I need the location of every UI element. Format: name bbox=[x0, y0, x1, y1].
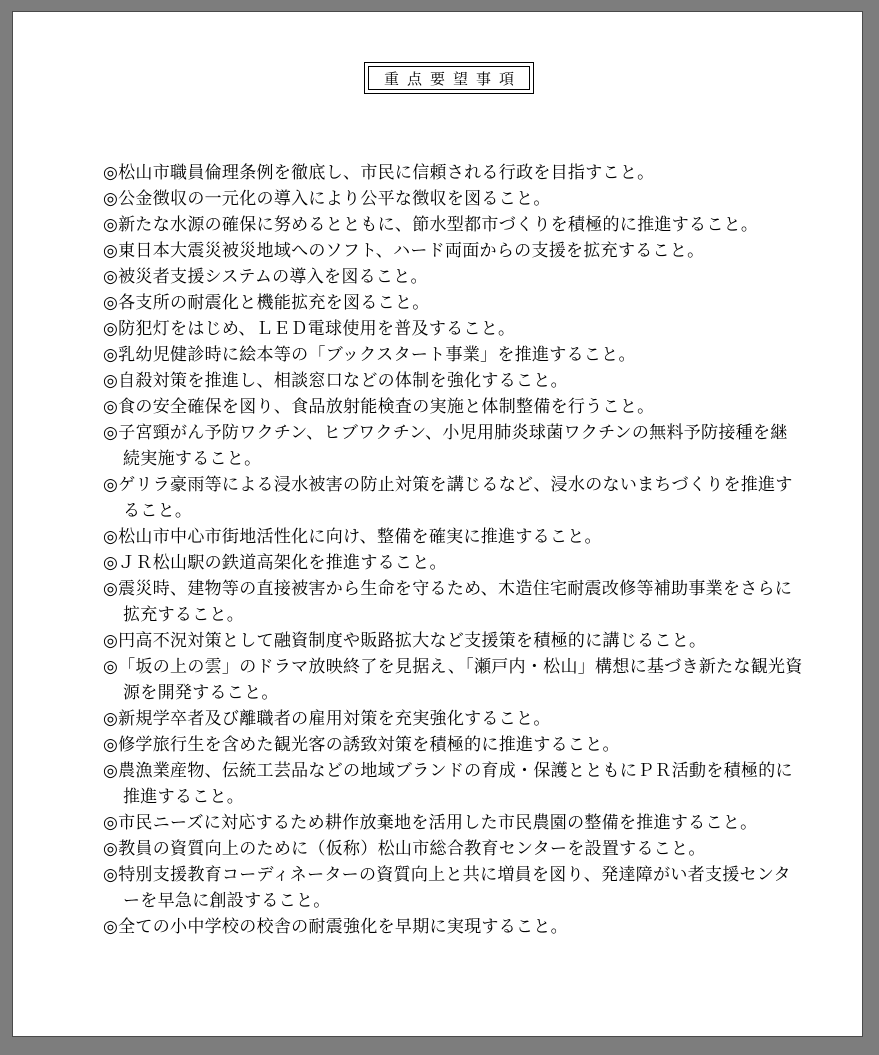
list-item: ◎特別支援教育コーディネーターの資質向上と共に増員を図り、発達障がい者支援センターを早急に創設すること。 bbox=[103, 865, 791, 911]
list-item: ◎修学旅行生を含めた観光客の誘致対策を積極的に推進すること。 bbox=[103, 735, 620, 755]
list-item: ◎自殺対策を推進し、相談窓口などの体制を強化すること。 bbox=[103, 371, 568, 391]
list-item: ◎松山市中心市街地活性化に向け、整備を確実に推進すること。 bbox=[103, 527, 602, 547]
request-list bbox=[103, 160, 803, 940]
list-item: ◎ＪＲ松山駅の鉄道高架化を推進すること。 bbox=[103, 553, 447, 573]
list-item: ◎乳幼児健診時に絵本等の「ブックスタート事業」を推進すること。 bbox=[103, 345, 636, 365]
list-item: ◎子宮頸がん予防ワクチン、ヒブワクチン、小児用肺炎球菌ワクチンの無料予防接種を継続実施すること。 bbox=[103, 423, 788, 469]
list-item: ◎震災時、建物等の直接被害から生命を守るため、木造住宅耐震改修等補助事業をさらに拡充すること。 bbox=[103, 579, 793, 625]
list-item: ◎新たな水源の確保に努めるとともに、節水型都市づくりを積極的に推進すること。 bbox=[103, 215, 759, 235]
list-item: ◎新規学卒者及び離職者の雇用対策を充実強化すること。 bbox=[103, 709, 551, 729]
document-page bbox=[13, 12, 862, 1036]
list-item: ◎各支所の耐震化と機能拡充を図ること。 bbox=[103, 293, 430, 313]
list-item: ◎教員の資質向上のために（仮称）松山市総合教育センターを設置すること。 bbox=[103, 839, 706, 859]
page-title: 重点要望事項 bbox=[368, 66, 530, 90]
list-item: ◎松山市職員倫理条例を徹底し、市民に信頼される行政を目指すこと。 bbox=[103, 163, 655, 183]
list-item: ◎ゲリラ豪雨等による浸水被害の防止対策を講じるなど、浸水のないまちづくりを推進すること。 bbox=[103, 475, 793, 521]
list-item: ◎被災者支援システムの導入を図ること。 bbox=[103, 267, 428, 287]
list-item: ◎「坂の上の雲」のドラマ放映終了を見据え、「瀬戸内・松山」構想に基づき新たな観光資源を開発すること。 bbox=[103, 657, 803, 703]
list-item: ◎食の安全確保を図り、食品放射能検査の実施と体制整備を行うこと。 bbox=[103, 397, 655, 417]
list-item: ◎防犯灯をはじめ、ＬＥＤ電球使用を普及すること。 bbox=[103, 319, 516, 339]
list-item: ◎市民ニーズに対応するため耕作放棄地を活用した市民農園の整備を推進すること。 bbox=[103, 813, 758, 833]
list-item: ◎東日本大震災被災地域へのソフト、ハード両面からの支援を拡充すること。 bbox=[103, 241, 705, 261]
list-item: ◎全ての小中学校の校舎の耐震強化を早期に実現すること。 bbox=[103, 917, 568, 937]
title-frame bbox=[364, 62, 534, 94]
list-item: ◎円高不況対策として融資制度や販路拡大など支援策を積極的に講じること。 bbox=[103, 631, 707, 651]
list-item: ◎農漁業産物、伝統工芸品などの地域ブランドの育成・保護とともにＰＲ活動を積極的に推進すること。 bbox=[103, 761, 793, 807]
list-item: ◎公金徴収の一元化の導入により公平な徴収を図ること。 bbox=[103, 189, 551, 209]
